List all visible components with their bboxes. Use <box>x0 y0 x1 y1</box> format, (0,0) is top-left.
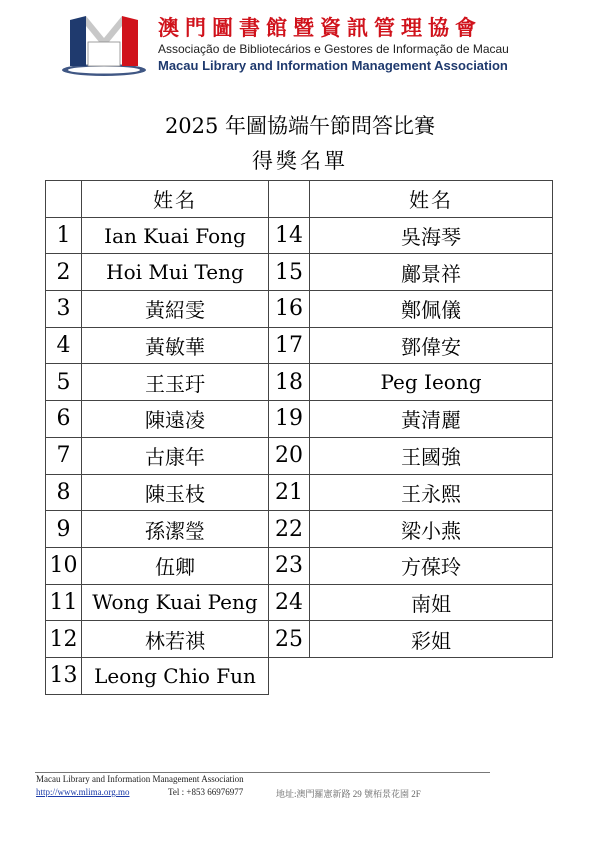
winners-table <box>45 180 553 695</box>
winner-name-left: Leong Chio Fun <box>82 657 269 694</box>
table-row <box>46 401 553 438</box>
row-number-right: 24 <box>269 584 310 621</box>
winner-name-left: Hoi Mui Teng <box>82 254 269 291</box>
winner-name-left: 黃敏華 <box>82 327 269 364</box>
row-number-right: 23 <box>269 547 310 584</box>
org-name-chinese: 澳門圖書館暨資訊管理協會 <box>158 15 482 40</box>
table-row <box>46 217 553 254</box>
table-row <box>46 474 553 511</box>
header-name-right: 姓名 <box>310 181 553 218</box>
row-number-left: 13 <box>46 657 82 694</box>
winner-name-right: 方葆玲 <box>310 547 553 584</box>
row-number-right: 19 <box>269 401 310 438</box>
table-row <box>46 254 553 291</box>
footer-address: 地址:澳門羅憲新路 29 號栢景花園 2F <box>276 789 421 799</box>
row-number-right <box>269 657 310 694</box>
winner-name-left: 陳玉枝 <box>82 474 269 511</box>
winner-name-right: 鄧偉安 <box>310 327 553 364</box>
row-number-right: 15 <box>269 254 310 291</box>
row-number-left: 8 <box>46 474 82 511</box>
winner-name-right: Peg Ieong <box>310 364 553 401</box>
table-row <box>46 621 553 658</box>
header-number-cell <box>46 181 82 218</box>
table-row <box>46 511 553 548</box>
row-number-right: 17 <box>269 327 310 364</box>
winner-name-left: 古康年 <box>82 437 269 474</box>
table-header-row <box>46 181 553 218</box>
row-number-left: 2 <box>46 254 82 291</box>
winner-name-right: 南姐 <box>310 584 553 621</box>
row-number-left: 9 <box>46 511 82 548</box>
winner-name-left: 黃紹雯 <box>82 291 269 328</box>
org-name-english: Macau Library and Information Management Association <box>158 58 508 73</box>
document-title: 2025 年圖協端午節問答比賽 <box>164 114 436 138</box>
header-number-cell <box>269 181 310 218</box>
document-subtitle: 得獎名單 <box>252 149 348 173</box>
row-number-left: 4 <box>46 327 82 364</box>
table-row <box>46 327 553 364</box>
winner-name-right: 黃清麗 <box>310 401 553 438</box>
table-row <box>46 364 553 401</box>
row-number-right: 16 <box>269 291 310 328</box>
table-row <box>46 291 553 328</box>
row-number-left: 6 <box>46 401 82 438</box>
row-number-right: 18 <box>269 364 310 401</box>
row-number-right: 25 <box>269 621 310 658</box>
winner-name-right: 王永熙 <box>310 474 553 511</box>
table-row <box>46 437 553 474</box>
row-number-left: 12 <box>46 621 82 658</box>
row-number-left: 11 <box>46 584 82 621</box>
row-number-right: 22 <box>269 511 310 548</box>
winner-name-right: 吳海琴 <box>310 217 553 254</box>
row-number-right: 20 <box>269 437 310 474</box>
row-number-right: 14 <box>269 217 310 254</box>
winner-name-left: 王玉玗 <box>82 364 269 401</box>
winner-name-left: 林若祺 <box>82 621 269 658</box>
footer-url-link[interactable]: http://www.mlima.org.mo <box>36 787 130 797</box>
footer-divider <box>35 772 490 773</box>
row-number-left: 3 <box>46 291 82 328</box>
footer-org: Macau Library and Information Management Association <box>36 774 244 784</box>
table-row <box>46 584 553 621</box>
winner-name-right: 鄺景祥 <box>310 254 553 291</box>
winner-name-right: 梁小燕 <box>310 511 553 548</box>
winner-name-right <box>310 657 553 694</box>
row-number-left: 7 <box>46 437 82 474</box>
winner-name-right: 彩姐 <box>310 621 553 658</box>
org-name-portuguese: Associação de Bibliotecários e Gestores de Informação de Macau <box>158 42 509 56</box>
table-row <box>46 657 553 694</box>
winner-name-left: 伍卿 <box>82 547 269 584</box>
winner-name-right: 鄭佩儀 <box>310 291 553 328</box>
mlima-logo <box>58 12 150 78</box>
footer-tel: Tel : +853 66976977 <box>168 787 244 797</box>
row-number-left: 1 <box>46 217 82 254</box>
row-number-left: 5 <box>46 364 82 401</box>
winner-name-left: Ian Kuai Fong <box>82 217 269 254</box>
table-row <box>46 547 553 584</box>
row-number-right: 21 <box>269 474 310 511</box>
winner-name-left: 陳遠凌 <box>82 401 269 438</box>
winner-name-right: 王國強 <box>310 437 553 474</box>
winner-name-left: 孫潔瑩 <box>82 511 269 548</box>
header-name-left: 姓名 <box>82 181 269 218</box>
winner-name-left: Wong Kuai Peng <box>82 584 269 621</box>
row-number-left: 10 <box>46 547 82 584</box>
